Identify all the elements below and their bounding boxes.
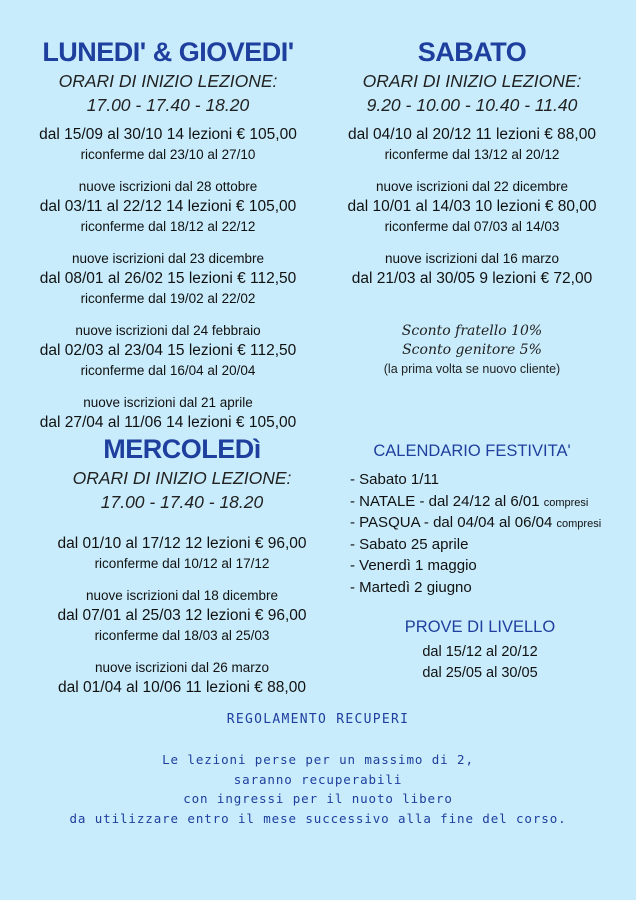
schedule-line: nuove iscrizioni dal 16 marzo xyxy=(384,251,560,266)
schedule-block xyxy=(322,177,622,237)
schedule-line: riconferme dal 18/03 al 25/03 xyxy=(94,628,270,643)
schedule-line: riconferme dal 10/12 al 17/12 xyxy=(94,556,270,571)
schedule-line: dal 27/04 al 11/06 14 lezioni € 105,00 xyxy=(39,414,297,431)
schedule-line: dal 15/09 al 30/10 14 lezioni € 105,00 xyxy=(39,126,297,143)
schedule-line: nuove iscrizioni dal 21 aprile xyxy=(83,395,253,410)
sabato-title: SABATO xyxy=(417,37,527,67)
schedule-block xyxy=(18,249,318,309)
schedule-line: dal 21/03 al 30/05 9 lezioni € 72,00 xyxy=(351,270,593,287)
schedule-line: riconferme dal 18/12 al 22/12 xyxy=(80,219,256,234)
schedule-block xyxy=(18,125,318,165)
schedule-line: nuove iscrizioni dal 26 marzo xyxy=(94,660,270,675)
schedule-line: dal 01/04 al 10/06 11 lezioni € 88,00 xyxy=(58,679,306,696)
holiday-item: - NATALE - dal 24/12 al 6/01 compresi xyxy=(350,492,589,510)
lun-gio-section xyxy=(18,35,318,445)
discount-parent: Sconto genitore 5% xyxy=(402,342,542,358)
schedule-line: riconferme dal 13/12 al 20/12 xyxy=(384,147,560,162)
schedule-line: riconferme dal 19/02 al 22/02 xyxy=(80,291,256,306)
holiday-item: - PASQUA - dal 04/04 al 06/04 compresi xyxy=(350,514,602,531)
lun-gio-subtitle: ORARI DI INIZIO LEZIONE: xyxy=(58,71,278,91)
regolamento-line: saranno recuperabili xyxy=(233,771,403,787)
schedule-line: riconferme dal 23/10 al 27/10 xyxy=(80,147,256,162)
mercoledi-section xyxy=(32,432,332,710)
discount-sibling: Sconto fratello 10% xyxy=(401,323,543,339)
schedule-block xyxy=(18,177,318,237)
schedule-line: nuove iscrizioni dal 18 dicembre xyxy=(85,588,279,603)
schedule-line: nuove iscrizioni dal 28 ottobre xyxy=(78,179,258,194)
sabato-subtitle: ORARI DI INIZIO LEZIONE: xyxy=(362,71,582,91)
schedule-block xyxy=(18,393,318,433)
schedule-line: nuove iscrizioni dal 23 dicembre xyxy=(71,251,265,266)
holiday-item: - Sabato 1/11 xyxy=(350,471,439,488)
schedule-line: dal 01/10 al 17/12 12 lezioni € 96,00 xyxy=(57,535,307,552)
schedule-block xyxy=(18,321,318,381)
regolamento-section xyxy=(0,710,636,828)
schedule-block xyxy=(32,586,332,646)
schedule-line: nuove iscrizioni dal 22 dicembre xyxy=(375,179,569,194)
schedule-line: dal 04/10 al 20/12 11 lezioni € 88,00 xyxy=(348,126,596,143)
holiday-item: - Venerdì 1 maggio xyxy=(350,557,477,574)
schedule-block xyxy=(322,125,622,165)
schedule-line: dal 08/01 al 26/02 15 lezioni € 112,50 xyxy=(39,270,297,287)
lun-gio-times: 17.00 - 17.40 - 18.20 xyxy=(86,95,250,115)
schedule-line: dal 03/11 al 22/12 14 lezioni € 105,00 xyxy=(39,198,297,215)
schedule-block xyxy=(322,249,622,289)
schedule-line: dal 02/03 al 23/04 15 lezioni € 112,50 xyxy=(39,342,297,359)
discounts xyxy=(322,322,622,378)
mercoledi-times: 17.00 - 17.40 - 18.20 xyxy=(100,492,264,512)
prove-section xyxy=(330,616,630,684)
calendario-heading xyxy=(322,440,622,462)
mercoledi-title: MERCOLEDì xyxy=(103,434,261,464)
schedule-line: riconferme dal 07/03 al 14/03 xyxy=(384,219,560,234)
prove-line: dal 25/05 al 30/05 xyxy=(422,665,538,681)
schedule-line: dal 10/01 al 14/03 10 lezioni € 80,00 xyxy=(347,198,597,215)
holiday-item: - Sabato 25 aprile xyxy=(350,535,469,553)
regolamento-line: Le lezioni perse per un massimo di 2, xyxy=(162,752,474,767)
holiday-item: - Martedì 2 giugno xyxy=(350,578,472,596)
schedule-line: riconferme dal 16/04 al 20/04 xyxy=(80,363,256,378)
discount-note: (la prima volta se nuovo cliente) xyxy=(383,362,561,376)
regolamento-line: con ingressi per il nuoto libero xyxy=(183,791,453,806)
prove-title: PROVE DI LIVELLO xyxy=(404,618,556,636)
sabato-times: 9.20 - 10.00 - 10.40 - 11.40 xyxy=(366,95,578,115)
prove-line: dal 15/12 al 20/12 xyxy=(422,644,538,660)
calendario-list xyxy=(350,470,601,599)
sabato-section xyxy=(322,35,622,301)
schedule-block xyxy=(32,534,332,574)
regolamento-title: REGOLAMENTO RECUPERI xyxy=(226,712,410,727)
schedule-line: nuove iscrizioni dal 24 febbraio xyxy=(75,323,261,338)
regolamento-line: da utilizzare entro il mese successivo alla fine del corso. xyxy=(69,810,567,826)
mercoledi-subtitle: ORARI DI INIZIO LEZIONE: xyxy=(72,468,292,488)
schedule-line: dal 07/01 al 25/03 12 lezioni € 96,00 xyxy=(57,607,307,624)
calendario-title: CALENDARIO FESTIVITA' xyxy=(373,442,571,460)
lun-gio-title: LUNEDI' & GIOVEDI' xyxy=(42,37,294,67)
schedule-block xyxy=(32,658,332,698)
